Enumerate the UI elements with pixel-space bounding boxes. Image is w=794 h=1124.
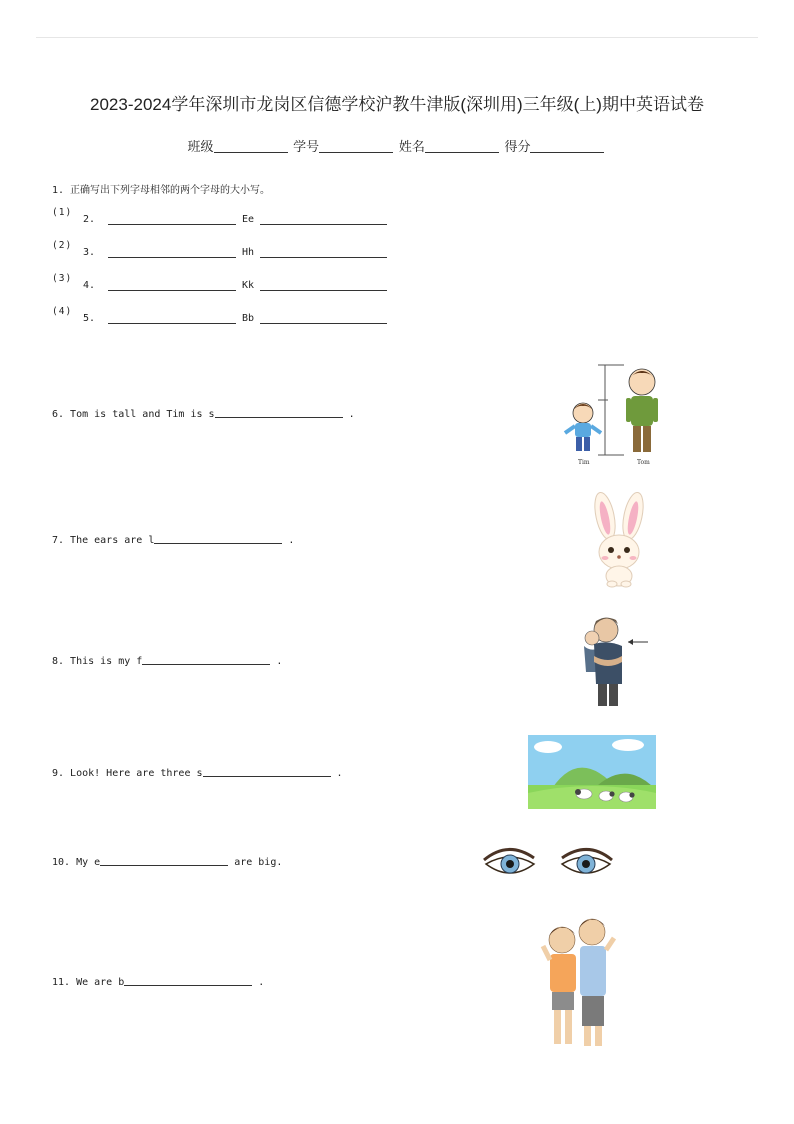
two-boys-icon [540, 910, 622, 1048]
question-text: 8. This is my f [52, 656, 143, 667]
question-1-prompt: 1. 正确写出下列字母相邻的两个字母的大小写。 [52, 185, 271, 196]
question-10 [52, 856, 282, 868]
question-text: 11. We are b [52, 977, 125, 988]
answer-blank-right[interactable] [260, 290, 387, 291]
class-label: 班级 [187, 139, 214, 154]
letter-pair: Hh [242, 247, 255, 258]
question-text: 6. Tom is tall and Tim is s [52, 409, 215, 420]
rabbit-icon [583, 490, 655, 588]
q1-sub-item [52, 273, 452, 296]
sub-index: 4. [83, 280, 96, 291]
answer-blank[interactable] [154, 534, 282, 544]
top-divider [36, 37, 758, 38]
question-suffix: . [342, 409, 355, 420]
question-suffix: . [282, 535, 295, 546]
letter-pair: Bb [242, 313, 255, 324]
answer-blank-left[interactable] [108, 323, 236, 324]
letter-pair: Kk [242, 280, 255, 291]
question-text: 10. My e [52, 857, 101, 868]
name-label: 姓名 [398, 139, 425, 154]
sub-index: 3. [83, 247, 96, 258]
score-label: 得分 [504, 139, 531, 154]
id-label: 学号 [293, 139, 320, 154]
sub-number: (4) [52, 306, 73, 317]
answer-blank[interactable] [142, 655, 270, 665]
sub-index: 5. [83, 313, 96, 324]
q1-sub-item [52, 306, 452, 329]
letter-pair: Ee [242, 214, 255, 225]
answer-blank-right[interactable] [260, 323, 387, 324]
page-title: 2023-2024学年深圳市龙岗区信德学校沪教牛津版(深圳用)三年级(上)期中英语试卷 [90, 95, 704, 114]
answer-blank-right[interactable] [260, 224, 387, 225]
father-child-icon [578, 612, 653, 708]
question-8 [52, 655, 282, 667]
question-suffix: . [252, 977, 265, 988]
answer-blank[interactable] [215, 408, 343, 418]
answer-blank-left[interactable] [108, 290, 236, 291]
sub-number: (2) [52, 240, 73, 251]
sub-number: (1) [52, 207, 73, 218]
question-text: 9. Look! Here are three s [52, 768, 203, 779]
sheep-hills-icon [528, 735, 656, 809]
question-7 [52, 534, 294, 546]
tom-label: Tom [637, 459, 650, 466]
class-blank[interactable] [214, 140, 288, 153]
sub-number: (3) [52, 273, 73, 284]
question-6 [52, 408, 355, 420]
answer-blank[interactable] [100, 856, 228, 866]
answer-blank[interactable] [124, 976, 252, 986]
question-11 [52, 976, 264, 988]
question-suffix: . [270, 656, 283, 667]
q1-sub-item [52, 207, 452, 230]
question-9 [52, 767, 343, 779]
question-suffix: . [330, 768, 343, 779]
score-blank[interactable] [530, 140, 604, 153]
answer-blank-left[interactable] [108, 257, 236, 258]
student-info-row [0, 136, 794, 155]
answer-blank-right[interactable] [260, 257, 387, 258]
tim-label: Tim [578, 459, 590, 466]
question-text: 7. The ears are l [52, 535, 155, 546]
sub-index: 2. [83, 214, 96, 225]
eyes-icon [480, 842, 616, 884]
tall-short-boys-icon [558, 360, 668, 470]
answer-blank-left[interactable] [108, 224, 236, 225]
answer-blank[interactable] [203, 767, 331, 777]
id-blank[interactable] [319, 140, 393, 153]
name-blank[interactable] [425, 140, 499, 153]
question-suffix: are big. [228, 857, 283, 868]
q1-sub-item [52, 240, 452, 263]
